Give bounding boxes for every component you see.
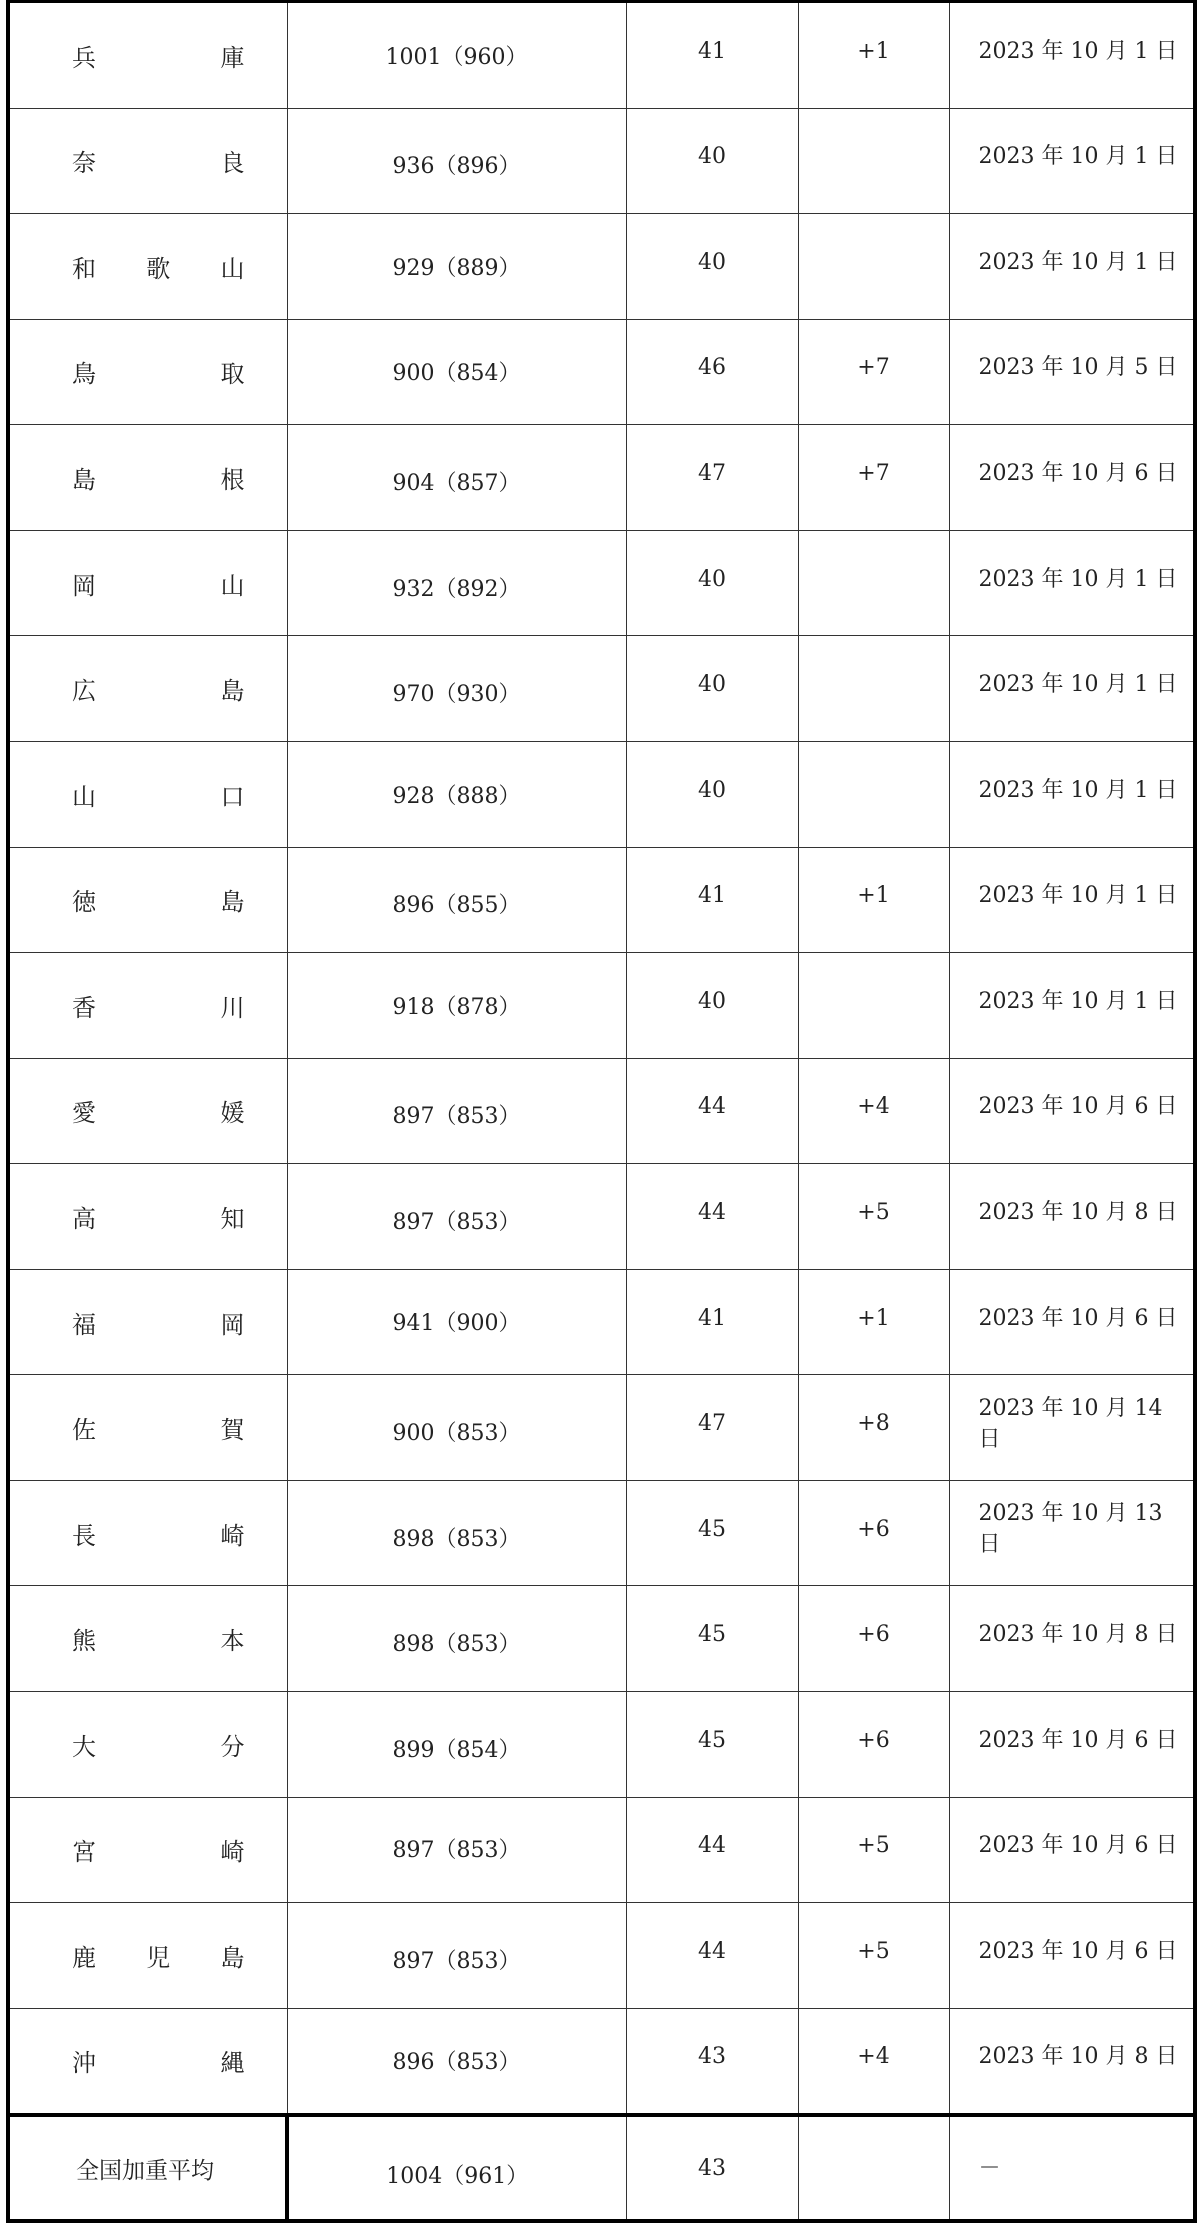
effective-date-cell <box>949 108 1195 214</box>
prefecture-name <box>72 848 245 953</box>
prefecture-name-char: 奈 <box>72 149 96 178</box>
minimum-wage-cell <box>287 741 626 847</box>
table-row <box>8 2008 1195 2115</box>
extra-increase-cell <box>798 847 949 953</box>
prefecture-name-char: 沖 <box>72 2049 96 2078</box>
minimum-wage-value: 899（854） <box>392 1737 521 1763</box>
minimum-wage-table <box>6 0 1197 2223</box>
prefecture-name <box>72 2009 245 2114</box>
minimum-wage-value: 897（853） <box>392 1104 521 1130</box>
national-average-wage: 1004（961） <box>386 2163 529 2189</box>
prefecture-name <box>72 1586 245 1691</box>
extra-increase-cell <box>798 636 949 742</box>
table-row <box>8 1058 1195 1164</box>
prefecture-name-char: 岡 <box>72 571 96 600</box>
prefecture-name-char: 島 <box>72 466 96 495</box>
prefecture-name-char: 和 <box>72 254 96 283</box>
national-average-date-cell <box>949 2115 1195 2221</box>
extra-increase-cell <box>798 1375 949 1481</box>
table-row <box>8 530 1195 636</box>
prefecture-cell <box>8 2008 287 2115</box>
increase-cell <box>626 1480 798 1586</box>
table-row <box>8 1164 1195 1270</box>
national-average-wage-cell <box>287 2115 626 2221</box>
prefecture-name <box>72 1692 245 1797</box>
prefecture-name-char: 児 <box>146 1943 171 1972</box>
minimum-wage-value: 936（896） <box>392 154 521 180</box>
prefecture-cell <box>8 1797 287 1903</box>
prefecture-name-char: 崎 <box>220 1838 245 1867</box>
increase-value: 47 <box>698 461 726 487</box>
prefecture-name-char: 広 <box>72 677 96 706</box>
national-average-extra-cell <box>798 2115 949 2221</box>
extra-increase-cell <box>798 214 949 320</box>
prefecture-name-char: 宮 <box>72 1838 96 1867</box>
minimum-wage-value: 898（853） <box>392 1526 521 1552</box>
extra-increase-value: +1 <box>857 1305 890 1331</box>
increase-value: 41 <box>698 1305 726 1331</box>
minimum-wage-cell <box>287 1164 626 1270</box>
effective-date-cell <box>949 214 1195 320</box>
prefecture-cell <box>8 636 287 742</box>
increase-value: 40 <box>698 777 726 803</box>
table-row <box>8 2 1195 109</box>
prefecture-name <box>72 1481 245 1586</box>
minimum-wage-cell <box>287 530 626 636</box>
prefecture-name <box>72 636 245 741</box>
prefecture-name <box>72 531 245 636</box>
prefecture-name-char: 鳥 <box>72 360 96 389</box>
minimum-wage-value: 897（853） <box>392 1838 521 1864</box>
increase-cell <box>626 1058 798 1164</box>
prefecture-cell <box>8 1269 287 1375</box>
effective-date-cell <box>949 1692 1195 1798</box>
table-row <box>8 1692 1195 1798</box>
effective-date-cell <box>949 741 1195 847</box>
increase-value: 44 <box>698 1199 726 1225</box>
increase-cell <box>626 741 798 847</box>
minimum-wage-cell <box>287 1586 626 1692</box>
prefecture-cell <box>8 741 287 847</box>
effective-date-value: 2023 年 10 月 1 日 <box>978 672 1178 698</box>
effective-date-value: 2023 年 10 月 6 日 <box>978 1727 1178 1753</box>
prefecture-name-char: 香 <box>72 993 96 1022</box>
effective-date-value: 2023 年 10 月 6 日 <box>978 1305 1178 1331</box>
increase-cell <box>626 1375 798 1481</box>
increase-cell <box>626 2 798 109</box>
table-body <box>8 2 1195 2222</box>
extra-increase-cell <box>798 1797 949 1903</box>
effective-date-value: 2023 年 10 月 6 日 <box>978 1094 1178 1120</box>
increase-cell <box>626 847 798 953</box>
effective-date-cell <box>949 953 1195 1059</box>
extra-increase-value: +1 <box>857 883 890 909</box>
minimum-wage-value: 928（888） <box>392 783 521 809</box>
minimum-wage-cell <box>287 2 626 109</box>
extra-increase-value: +5 <box>857 1833 890 1859</box>
extra-increase-cell <box>798 1586 949 1692</box>
effective-date-cell <box>949 636 1195 742</box>
extra-increase-cell <box>798 319 949 425</box>
increase-cell <box>626 1269 798 1375</box>
prefecture-name-char: 佐 <box>72 1416 96 1445</box>
prefecture-name-char: 鹿 <box>72 1943 96 1972</box>
prefecture-name-char: 徳 <box>72 888 96 917</box>
increase-value: 40 <box>698 566 726 592</box>
table-row <box>8 1375 1195 1481</box>
effective-date-value: 2023 年 10 月 6 日 <box>978 461 1178 487</box>
national-average-label: 全国加重平均 <box>76 2157 214 2184</box>
table-row <box>8 108 1195 214</box>
increase-value: 47 <box>698 1411 726 1437</box>
prefecture-name-char: 取 <box>220 360 245 389</box>
minimum-wage-value: 896（853） <box>392 2050 521 2076</box>
prefecture-name-char: 山 <box>72 782 96 811</box>
prefecture-name-char: 口 <box>220 782 245 811</box>
effective-date-cell <box>949 1164 1195 1270</box>
effective-date-value: 2023 年 10 月 1 日 <box>978 144 1178 170</box>
national-average-row <box>8 2115 1195 2221</box>
minimum-wage-value: 897（853） <box>392 1948 521 1974</box>
table-row <box>8 214 1195 320</box>
increase-cell <box>626 530 798 636</box>
effective-date-cell <box>949 1375 1195 1481</box>
increase-cell <box>626 953 798 1059</box>
effective-date-cell <box>949 1269 1195 1375</box>
extra-increase-cell <box>798 530 949 636</box>
minimum-wage-cell <box>287 1480 626 1586</box>
prefecture-name-char: 分 <box>220 1732 245 1761</box>
extra-increase-value: +8 <box>857 1411 890 1437</box>
prefecture-name <box>72 1903 245 2008</box>
prefecture-cell <box>8 1058 287 1164</box>
minimum-wage-value: 970（930） <box>392 682 521 708</box>
minimum-wage-value: 897（853） <box>392 1209 521 1235</box>
prefecture-name-char: 島 <box>220 888 245 917</box>
increase-cell <box>626 214 798 320</box>
effective-date-cell <box>949 1480 1195 1586</box>
prefecture-name <box>72 320 245 425</box>
extra-increase-cell <box>798 108 949 214</box>
extra-increase-cell <box>798 425 949 531</box>
increase-cell <box>626 108 798 214</box>
effective-date-value: 2023 年 10 月 1 日 <box>978 883 1178 909</box>
prefecture-name-char: 島 <box>220 677 245 706</box>
minimum-wage-value: 1001（960） <box>385 44 528 70</box>
extra-increase-cell <box>798 741 949 847</box>
effective-date-cell <box>949 1586 1195 1692</box>
national-average-date: － <box>978 2155 1001 2181</box>
prefecture-cell <box>8 953 287 1059</box>
prefecture-cell <box>8 1164 287 1270</box>
table-row <box>8 847 1195 953</box>
minimum-wage-value: 941（900） <box>392 1310 521 1336</box>
increase-value: 45 <box>698 1516 726 1542</box>
prefecture-name <box>72 742 245 847</box>
effective-date-cell <box>949 2008 1195 2115</box>
prefecture-cell <box>8 214 287 320</box>
prefecture-cell <box>8 1903 287 2009</box>
effective-date-cell <box>949 319 1195 425</box>
prefecture-cell <box>8 425 287 531</box>
effective-date-value: 2023 年 10 月 1 日 <box>978 566 1178 592</box>
table-row <box>8 425 1195 531</box>
minimum-wage-cell <box>287 214 626 320</box>
prefecture-name-char: 川 <box>220 993 245 1022</box>
minimum-wage-value: 900（854） <box>392 361 521 387</box>
effective-date-value: 2023 年 10 月 13 日 <box>978 1501 1163 1558</box>
prefecture-name-char: 縄 <box>220 2049 245 2078</box>
prefecture-name-char: 岡 <box>220 1310 245 1339</box>
prefecture-name <box>72 3 245 108</box>
prefecture-cell <box>8 847 287 953</box>
extra-increase-value: +6 <box>857 1727 890 1753</box>
minimum-wage-cell <box>287 1269 626 1375</box>
national-average-increase: 43 <box>698 2155 726 2181</box>
extra-increase-value: +6 <box>857 1622 890 1648</box>
increase-cell <box>626 1797 798 1903</box>
increase-cell <box>626 636 798 742</box>
increase-value: 45 <box>698 1727 726 1753</box>
prefecture-name <box>72 1798 245 1903</box>
increase-cell <box>626 1692 798 1798</box>
minimum-wage-cell <box>287 108 626 214</box>
increase-value: 41 <box>698 38 726 64</box>
prefecture-cell <box>8 1480 287 1586</box>
increase-value: 41 <box>698 883 726 909</box>
prefecture-name-char: 高 <box>72 1204 96 1233</box>
table-row <box>8 1269 1195 1375</box>
minimum-wage-cell <box>287 1903 626 2009</box>
increase-value: 43 <box>698 2044 726 2070</box>
effective-date-value: 2023 年 10 月 8 日 <box>978 1622 1178 1648</box>
increase-cell <box>626 1586 798 1692</box>
increase-value: 40 <box>698 249 726 275</box>
prefecture-name <box>72 425 245 530</box>
effective-date-cell <box>949 1903 1195 2009</box>
prefecture-name-char: 長 <box>72 1521 96 1550</box>
minimum-wage-value: 900（853） <box>392 1421 521 1447</box>
effective-date-cell <box>949 425 1195 531</box>
effective-date-value: 2023 年 10 月 14 日 <box>978 1395 1163 1452</box>
minimum-wage-cell <box>287 847 626 953</box>
prefecture-name-char: 崎 <box>220 1521 245 1550</box>
national-average-increase-cell <box>626 2115 798 2221</box>
prefecture-cell <box>8 1586 287 1692</box>
prefecture-name <box>72 109 245 214</box>
prefecture-name-char: 島 <box>220 1943 245 1972</box>
prefecture-cell <box>8 1375 287 1481</box>
increase-value: 44 <box>698 1094 726 1120</box>
prefecture-cell <box>8 1692 287 1798</box>
prefecture-name <box>72 1059 245 1164</box>
extra-increase-cell <box>798 1058 949 1164</box>
minimum-wage-cell <box>287 636 626 742</box>
table-row <box>8 1480 1195 1586</box>
prefecture-cell <box>8 530 287 636</box>
extra-increase-value: +1 <box>857 38 890 64</box>
increase-value: 44 <box>698 1938 726 1964</box>
effective-date-value: 2023 年 10 月 1 日 <box>978 988 1178 1014</box>
minimum-wage-value: 932（892） <box>392 576 521 602</box>
table-row <box>8 1586 1195 1692</box>
prefecture-name-char: 根 <box>220 466 245 495</box>
effective-date-cell <box>949 1058 1195 1164</box>
prefecture-name-char: 良 <box>220 149 245 178</box>
table-row <box>8 953 1195 1059</box>
effective-date-value: 2023 年 10 月 6 日 <box>978 1938 1178 1964</box>
minimum-wage-value: 918（878） <box>392 994 521 1020</box>
prefecture-name-char: 歌 <box>146 254 171 283</box>
prefecture-name-char: 庫 <box>220 43 245 72</box>
effective-date-value: 2023 年 10 月 1 日 <box>978 249 1178 275</box>
extra-increase-cell <box>798 1269 949 1375</box>
effective-date-cell <box>949 2 1195 109</box>
extra-increase-value: +5 <box>857 1199 890 1225</box>
prefecture-name-char: 媛 <box>220 1099 245 1128</box>
minimum-wage-value: 898（853） <box>392 1632 521 1658</box>
increase-value: 44 <box>698 1833 726 1859</box>
extra-increase-cell <box>798 1164 949 1270</box>
extra-increase-cell <box>798 2 949 109</box>
prefecture-cell <box>8 2 287 109</box>
minimum-wage-cell <box>287 1797 626 1903</box>
extra-increase-cell <box>798 2008 949 2115</box>
prefecture-name <box>72 214 245 319</box>
increase-value: 46 <box>698 355 726 381</box>
table-row <box>8 319 1195 425</box>
prefecture-name <box>72 953 245 1058</box>
increase-cell <box>626 319 798 425</box>
prefecture-name-char: 本 <box>220 1627 245 1656</box>
prefecture-name-char: 賀 <box>220 1416 245 1445</box>
minimum-wage-value: 904（857） <box>392 471 521 497</box>
effective-date-value: 2023 年 10 月 1 日 <box>978 38 1178 64</box>
effective-date-value: 2023 年 10 月 8 日 <box>978 2044 1178 2070</box>
prefecture-name <box>72 1164 245 1269</box>
extra-increase-cell <box>798 1903 949 2009</box>
effective-date-cell <box>949 530 1195 636</box>
increase-value: 40 <box>698 988 726 1014</box>
increase-cell <box>626 1903 798 2009</box>
effective-date-cell <box>949 1797 1195 1903</box>
minimum-wage-value: 929（889） <box>392 255 521 281</box>
minimum-wage-value: 896（855） <box>392 893 521 919</box>
extra-increase-value: +6 <box>857 1516 890 1542</box>
prefecture-cell <box>8 319 287 425</box>
effective-date-value: 2023 年 10 月 1 日 <box>978 777 1178 803</box>
effective-date-value: 2023 年 10 月 6 日 <box>978 1833 1178 1859</box>
national-average-label-cell <box>8 2115 287 2221</box>
extra-increase-value: +4 <box>857 1094 890 1120</box>
extra-increase-value: +5 <box>857 1938 890 1964</box>
table-row <box>8 741 1195 847</box>
table-row <box>8 1797 1195 1903</box>
minimum-wage-cell <box>287 425 626 531</box>
increase-value: 40 <box>698 672 726 698</box>
prefecture-name-char: 兵 <box>72 43 96 72</box>
prefecture-name-char: 山 <box>220 571 245 600</box>
minimum-wage-cell <box>287 2008 626 2115</box>
prefecture-name-char: 山 <box>220 254 245 283</box>
effective-date-value: 2023 年 10 月 8 日 <box>978 1199 1178 1225</box>
minimum-wage-cell <box>287 319 626 425</box>
increase-cell <box>626 425 798 531</box>
extra-increase-value: +4 <box>857 2044 890 2070</box>
prefecture-name-char: 大 <box>72 1732 96 1761</box>
effective-date-cell <box>949 847 1195 953</box>
extra-increase-cell <box>798 953 949 1059</box>
effective-date-value: 2023 年 10 月 5 日 <box>978 355 1178 381</box>
extra-increase-value: +7 <box>857 355 890 381</box>
increase-value: 45 <box>698 1622 726 1648</box>
minimum-wage-cell <box>287 1692 626 1798</box>
increase-value: 40 <box>698 144 726 170</box>
extra-increase-cell <box>798 1692 949 1798</box>
increase-cell <box>626 2008 798 2115</box>
minimum-wage-cell <box>287 953 626 1059</box>
prefecture-name-char: 熊 <box>72 1627 96 1656</box>
prefecture-name-char: 福 <box>72 1310 96 1339</box>
increase-cell <box>626 1164 798 1270</box>
extra-increase-value: +7 <box>857 461 890 487</box>
prefecture-name <box>72 1270 245 1375</box>
prefecture-cell <box>8 108 287 214</box>
extra-increase-cell <box>798 1480 949 1586</box>
prefecture-name <box>72 1375 245 1480</box>
table-row <box>8 1903 1195 2009</box>
minimum-wage-cell <box>287 1375 626 1481</box>
table-row <box>8 636 1195 742</box>
prefecture-name-char: 知 <box>220 1204 245 1233</box>
minimum-wage-cell <box>287 1058 626 1164</box>
prefecture-name-char: 愛 <box>72 1099 96 1128</box>
